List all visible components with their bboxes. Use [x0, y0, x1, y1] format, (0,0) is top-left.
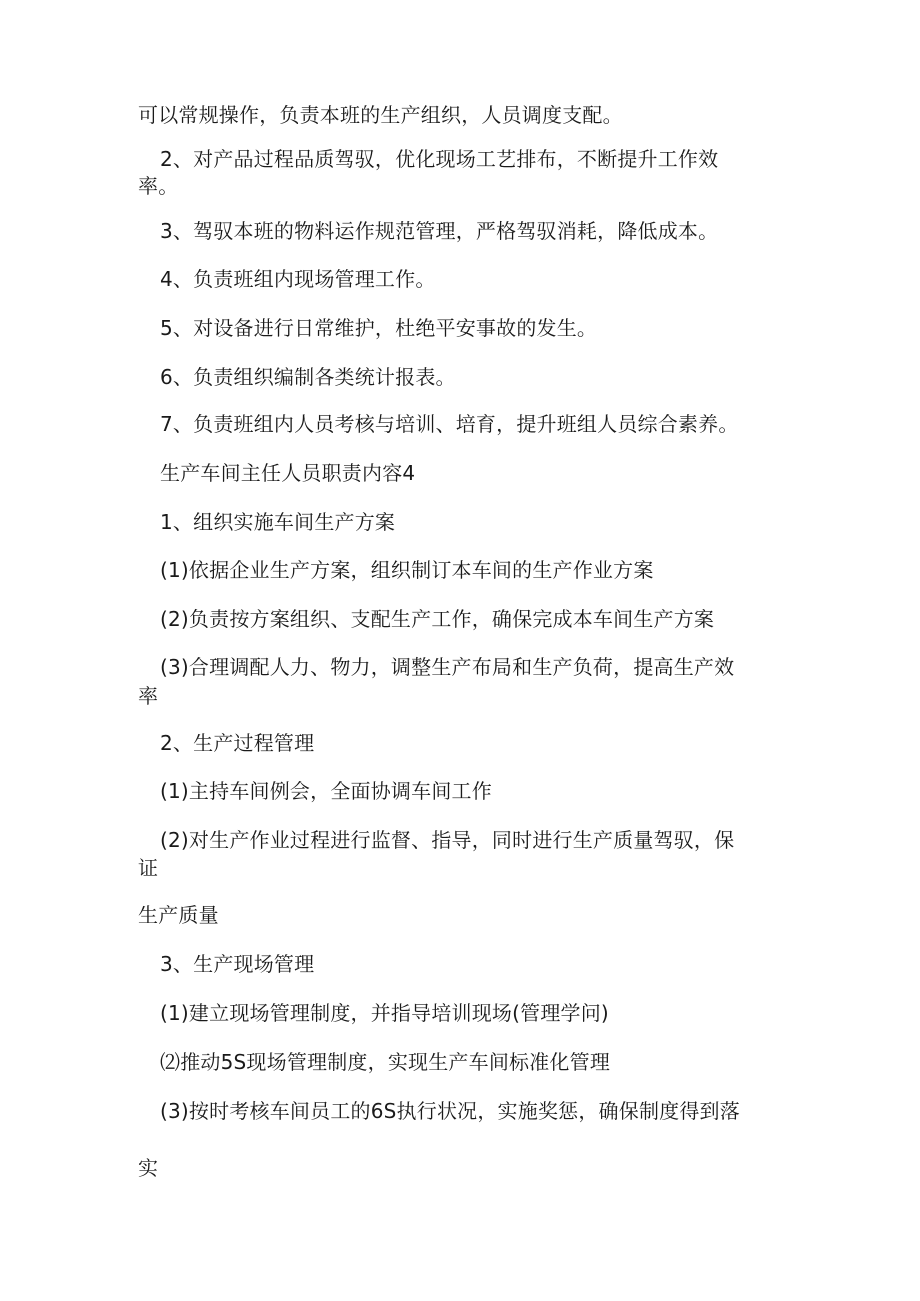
text-line: 5、对设备进行日常维护，杜绝平安事故的发生。	[160, 316, 598, 340]
text-line: 1、组织实施车间生产方案	[160, 510, 396, 534]
text-line: 7、负责班组内人员考核与培训、培育，提升班组人员综合素养。	[160, 412, 739, 436]
text-line: 3、生产现场管理	[160, 952, 315, 976]
text-line: 实	[138, 1156, 159, 1180]
text-line: 6、负责组织编制各类统计报表。	[160, 365, 456, 389]
text-line: (2)对生产作业过程进行监督、指导，同时进行生产质量驾驭，保	[160, 828, 735, 852]
text-line: 可以常规操作，负责本班的生产组织，人员调度支配。	[138, 103, 623, 127]
text-line: 生产质量	[138, 903, 219, 927]
text-line: ⑵推动5S现场管理制度，实现生产车间标准化管理	[160, 1050, 611, 1074]
section-heading: 生产车间主任人员职责内容4	[160, 461, 416, 485]
text-line: (3)按时考核车间员工的6S执行状况，实施奖惩，确保制度得到落	[160, 1099, 740, 1123]
text-line: (2)负责按方案组织、支配生产工作，确保完成本车间生产方案	[160, 607, 715, 631]
text-line: (1)依据企业生产方案，组织制订本车间的生产作业方案	[160, 558, 654, 582]
text-line: 3、驾驭本班的物料运作规范管理，严格驾驭消耗，降低成本。	[160, 219, 719, 243]
text-line: 4、负责班组内现场管理工作。	[160, 267, 436, 291]
text-line: 率	[138, 684, 159, 708]
text-line: 2、对产品过程品质驾驭，优化现场工艺排布，不断提升工作效	[160, 147, 719, 171]
text-line: (1)建立现场管理制度，并指导培训现场(管理学问)	[160, 1001, 609, 1025]
text-line: 2、生产过程管理	[160, 731, 315, 755]
text-line: 证	[138, 856, 159, 880]
text-line: (3)合理调配人力、物力，调整生产布局和生产负荷，提高生产效	[160, 655, 735, 679]
text-line: (1)主持车间例会，全面协调车间工作	[160, 779, 492, 803]
text-line: 率。	[138, 174, 179, 198]
